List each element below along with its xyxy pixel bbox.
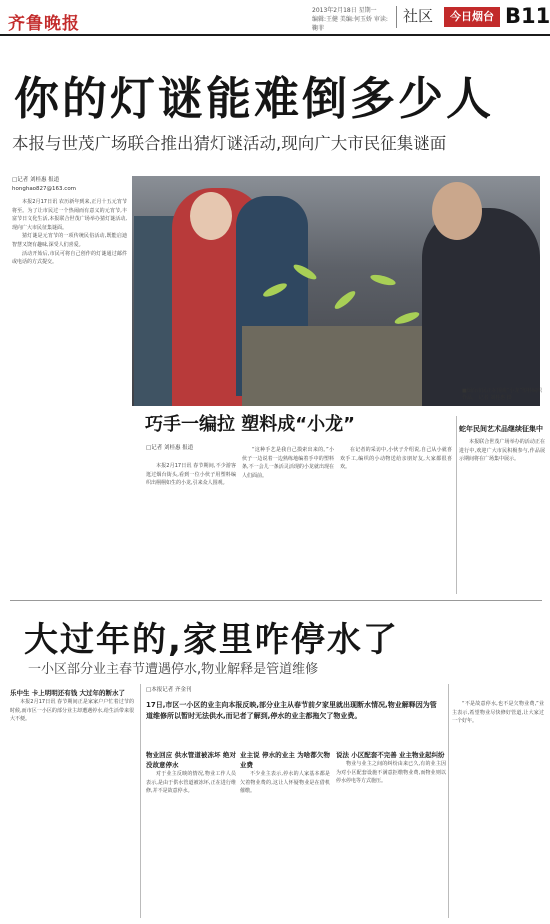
masthead (0, 0, 550, 36)
section-name: 社区 (396, 6, 433, 28)
story1-headline: 你的灯谜能难倒多少人 (14, 72, 495, 125)
page-number: B11 (505, 4, 550, 28)
photo-person-head (432, 182, 482, 240)
story1-column-3 (242, 446, 334, 592)
section-badge: 今日烟台 (444, 7, 500, 27)
photo-person-head (190, 192, 232, 240)
story1-subhead: 本报与世茂广场联合推出猜灯谜活动,现向广大市民征集谜面 (12, 134, 447, 153)
paragraph: 活动开始后,市民可将自己创作的灯谜通过邮件或电话的方式提交。 (12, 250, 127, 266)
story2-byline: □本报记者 齐金刊 (146, 687, 192, 693)
story1-column-2 (146, 462, 236, 592)
story1-column-1 (12, 198, 127, 594)
story2-subhead: 一小区部分业主春节遭遇停水,物业解释是管道维修 (28, 662, 319, 677)
story2-subhead-2: 物业回应 供水管道被冻坏 绝对没故意停水 (146, 751, 236, 769)
column-divider (140, 684, 141, 918)
story2-headline: 大过年的,家里咋停水了 (24, 620, 399, 660)
column-divider (456, 416, 457, 594)
issue-date: 2013年2月18日 星期一 (312, 7, 377, 14)
photo-person (422, 208, 540, 406)
story1-secondary-headline: 巧手一编拉 塑料成“小龙” (145, 414, 355, 435)
story2-column-2 (146, 748, 236, 918)
paragraph: 本报联合世茂广场举办的活动正在进行中,欢迎广大市民积极参与,作品展示期间将在广场集中展示。 (459, 439, 545, 463)
photo-table (242, 326, 432, 406)
photo-dragon-craft (332, 289, 357, 312)
newspaper-logo: 齐鲁晚报 (8, 14, 80, 34)
sidebox-text (459, 438, 545, 558)
photo-dragon-craft (393, 310, 420, 326)
sidebox-title: 蛇年民间艺术品继续征集中 (459, 425, 543, 433)
paragraph: 对于业主反映的情况,物业工作人员表示,是由于供水管道被冻坏,正在进行维修,并不是故意停水。 (146, 771, 236, 795)
story2-column-4 (336, 748, 446, 918)
paragraph: 猜灯谜是元宵节的一项传统民俗活动,既能启迪智慧又饶有趣味,深受人们喜爱。 (12, 233, 127, 248)
paragraph: 本报2月17日讯 春节期间正是家家户户忙着过节的时候,而市区一小区的部分业主却遭遇停水,给生活带来很大不便。 (10, 699, 134, 723)
story2-column-1 (10, 686, 134, 918)
photo-caption: ■烟台市民正在围观“小龙”塑料编织作品。 记者 刘桂惠 摄 (462, 388, 542, 401)
story1-photo (132, 176, 540, 406)
sidebox (459, 418, 545, 566)
paragraph: 本报2月17日讯 春节期间,不少游客逛过烟台街头,看到一位小伙子用塑料编织出栩栩如生的小龙,引来众人围观。 (146, 463, 236, 487)
story2-column-3 (240, 748, 330, 918)
story-divider (10, 600, 542, 601)
paragraph: “这种手艺是我自己摸索出来的。”小伙子一边说着一边熟练地编着手中的塑料条,不一会儿一条活灵活现的小龙就出现在人们面前。 (242, 447, 334, 479)
photo-person (134, 216, 174, 406)
story1-byline-2: □记者 刘桂惠 报道 (146, 445, 194, 451)
column-divider (448, 684, 449, 918)
story1-byline: □记者 刘桂惠 报道 (12, 177, 60, 183)
paragraph: “不是故意停水,也不是欠物业费,”业主表示,希望物业尽快修好管道,让大家过一个好年。 (452, 701, 544, 725)
story1-email: honghao827@163.com (12, 186, 77, 192)
story1-byline-block (12, 176, 127, 194)
story1-column-4 (340, 446, 452, 592)
paragraph: 物业与业主之间的纠纷由来已久,有的业主因为对小区配套设施不满意拒缴物业费,而物业则以停水停电等方式施压。 (336, 761, 446, 785)
story2-lead: 17日,市区一小区的业主向本报反映,部分业主从春节前夕家里就出现断水情况,物业解释因为管道维修所以暂时无法供水,而记者了解到,停水的业主都拖欠了物业费。 (146, 701, 437, 720)
story2-column-5 (452, 700, 544, 918)
story2-subhead-4: 说法 小区配套不完善 业主物业起纠纷 (336, 751, 445, 759)
photo-dragon-craft (369, 273, 396, 287)
paragraph: 不少业主表示,停水的人家基本都是欠着物业费的,这让人怀疑物业是在借机催缴。 (240, 771, 330, 795)
story2-kicker: 乐中生 卡上明明还有钱 大过年的断水了 (10, 689, 126, 697)
issue-editors: 编辑:王健 美编:何玉娇 审读:鞠菲 (312, 16, 388, 32)
paragraph: 在记者的采访中,小伙子介绍说,自己从小就喜欢手工,编织的小动物送给亲朋好友,大家都很喜欢。 (340, 447, 452, 471)
issue-meta (312, 6, 392, 33)
paragraph: 本报2月17日讯 农历新年到来,正月十五元宵节将至。为了让市民过一个热闹而有意义的元宵节,丰富节日文化生活,本报联合世茂广场举办猜灯谜活动,现向广大市民征集谜面。 (12, 199, 127, 231)
story2-subhead-3: 业主说 停水的业主 为啥都欠物业费 (240, 751, 330, 769)
